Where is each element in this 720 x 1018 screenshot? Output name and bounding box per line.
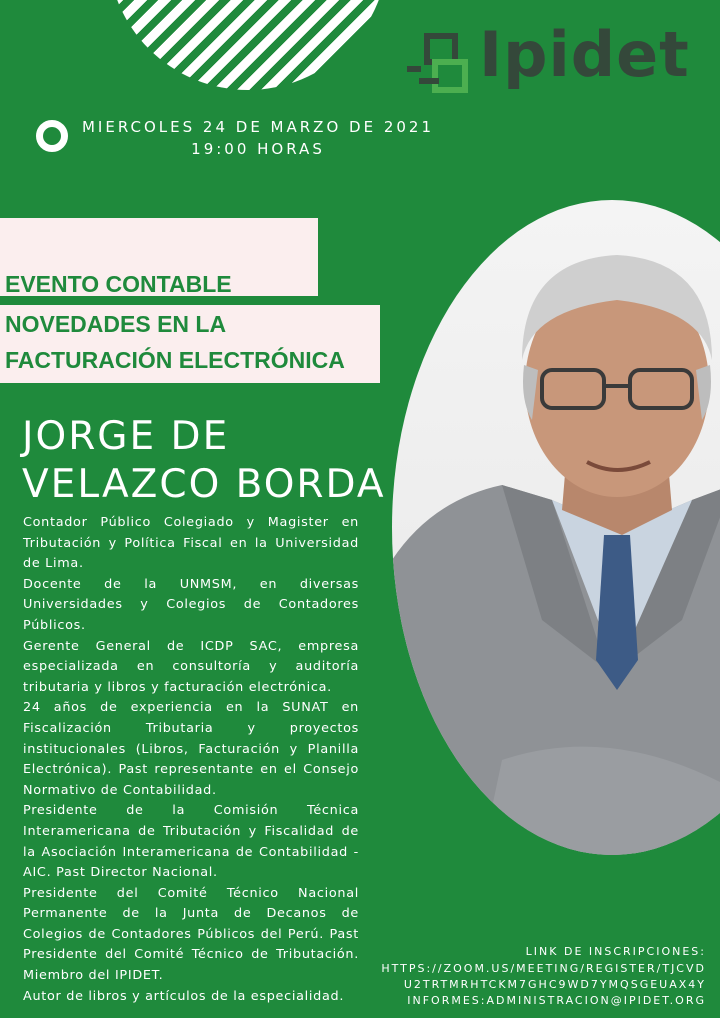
bio-paragraph: Gerente General de ICDP SAC, empresa especializada en consultoría y auditoría tributaria y libros y facturación electrónica. bbox=[23, 638, 359, 695]
speaker-portrait-illustration bbox=[392, 200, 720, 855]
logo-text: Ipidet bbox=[479, 18, 690, 91]
ipidet-logo-icon bbox=[405, 32, 469, 96]
event-title-line-1: EVENTO CONTABLE bbox=[5, 271, 232, 297]
bio-paragraph: Autor de libros y artículos de la especialidad. bbox=[23, 988, 345, 1004]
speaker-photo bbox=[392, 200, 720, 855]
event-title-line-3: FACTURACIÓN ELECTRÓNICA bbox=[5, 347, 345, 373]
bio-paragraph: Contador Público Colegiado y Magister en Tributación y Política Fiscal en la Universidad de Lima. bbox=[23, 515, 359, 572]
bio-paragraph: Docente de la UNMSM, en diversas Universidades y Colegios de Contadores Públicos. bbox=[23, 576, 359, 633]
bio-paragraph: 24 años de experiencia en la SUNAT en Fiscalización Tributaria y proyectos institucionales (Libros, Facturación y Planilla Electrónica). Past representante en el Consejo Normativo de Contabilidad. bbox=[23, 700, 359, 798]
event-time: 19:00 HORAS bbox=[191, 140, 325, 158]
event-date: MIERCOLES 24 DE MARZO DE 2021 bbox=[81, 118, 435, 136]
bio-paragraph: Presidente del Comité Técnico Nacional Permanente de la Junta de Decanos de Colegios de Contadores Públicos del Perú. Past Presidente del Comité Técnico de Tributación. Miembro del IPIDET. bbox=[23, 885, 359, 984]
registration-url-line-1[interactable]: HTTPS://ZOOM.US/MEETING/REGISTER/TJCVD bbox=[381, 962, 706, 975]
ipidet-logo bbox=[405, 18, 710, 106]
speaker-bio bbox=[23, 513, 359, 1007]
registration-url-line-2[interactable]: U2TRTMRHTCKM7GHC9WD7YMQSGEUAX4Y bbox=[403, 978, 706, 991]
speaker-name-line-2: VELAZCO BORDA bbox=[22, 462, 386, 507]
speaker-name-line-1: JORGE DE bbox=[22, 414, 230, 459]
bio-paragraph: Presidente de la Comisión Técnica Interamericana de Tributación y Fiscalidad de la Asociación Interamericana de Contabilidad - AIC. Past Director Nacional. bbox=[23, 803, 359, 881]
date-bullet-icon bbox=[36, 120, 68, 152]
event-title-line-2: NOVEDADES EN LA bbox=[5, 311, 227, 337]
registration-label: LINK DE INSCRIPCIONES: bbox=[525, 945, 706, 958]
info-email[interactable]: INFORMES:ADMINISTRACION@IPIDET.ORG bbox=[407, 994, 706, 1007]
striped-circle-decoration bbox=[108, 0, 388, 90]
